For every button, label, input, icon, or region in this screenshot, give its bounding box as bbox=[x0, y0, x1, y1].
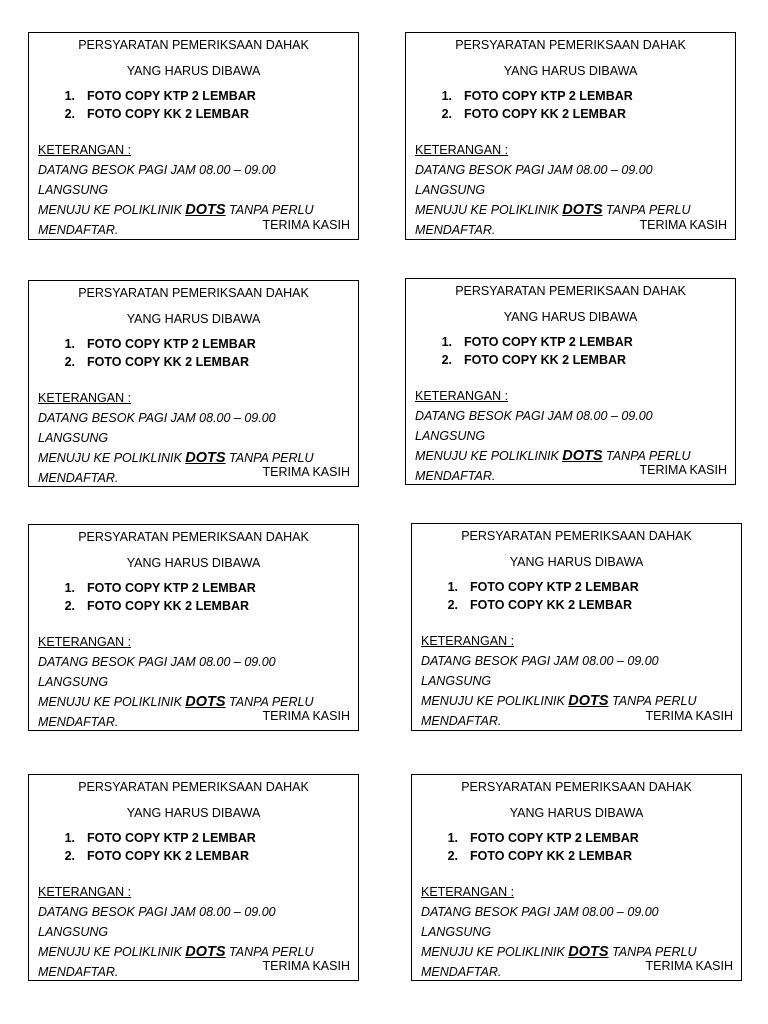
list-item-number: 1. bbox=[64, 581, 75, 595]
list-item bbox=[434, 580, 639, 598]
list-item-number: 1. bbox=[64, 831, 75, 845]
keterangan-line-1: DATANG BESOK PAGI JAM 08.00 – 09.00 LANGSUNG bbox=[38, 905, 276, 939]
list-item-number: 1. bbox=[447, 831, 458, 845]
keterangan-line-2-pre: MENUJU KE POLIKLINIK bbox=[421, 694, 569, 708]
keterangan-line-2-pre: MENUJU KE POLIKLINIK bbox=[415, 449, 563, 463]
card-title: PERSYARATAN PEMERIKSAAN DAHAK bbox=[455, 38, 686, 52]
list-item-text: FOTO COPY KTP 2 LEMBAR bbox=[470, 580, 639, 594]
thanks-text: TERIMA KASIH bbox=[262, 959, 350, 974]
list-item-text: FOTO COPY KK 2 LEMBAR bbox=[464, 107, 627, 121]
keterangan-label: KETERANGAN : bbox=[421, 885, 515, 899]
dots-emphasis: DOTS bbox=[185, 944, 226, 960]
thanks-text: TERIMA KASIH bbox=[262, 218, 350, 233]
card-subtitle: YANG HARUS DIBAWA bbox=[126, 312, 261, 326]
list-item bbox=[428, 335, 633, 353]
thanks-text: TERIMA KASIH bbox=[645, 959, 733, 974]
thanks-text: TERIMA KASIH bbox=[639, 463, 727, 478]
keterangan-line-3: MENDAFTAR. bbox=[415, 469, 496, 483]
list-item-text: FOTO COPY KTP 2 LEMBAR bbox=[87, 581, 256, 595]
list-item bbox=[51, 849, 256, 867]
keterangan-line-2-post: TANPA PERLU bbox=[608, 694, 697, 708]
dots-emphasis: DOTS bbox=[568, 944, 609, 960]
keterangan-line-2-post: TANPA PERLU bbox=[225, 451, 314, 465]
list-item bbox=[434, 598, 639, 616]
list-item-number: 2. bbox=[447, 849, 458, 863]
list-item bbox=[51, 355, 256, 373]
list-item bbox=[51, 89, 256, 107]
dots-emphasis: DOTS bbox=[562, 448, 603, 464]
card-title: PERSYARATAN PEMERIKSAAN DAHAK bbox=[78, 780, 309, 794]
list-item-number: 2. bbox=[447, 598, 458, 612]
requirements-list bbox=[434, 831, 639, 867]
list-item bbox=[51, 107, 256, 125]
list-item bbox=[434, 849, 639, 867]
card-subtitle: YANG HARUS DIBAWA bbox=[503, 64, 638, 78]
keterangan-line-3: MENDAFTAR. bbox=[38, 965, 119, 979]
keterangan-line-2-post: TANPA PERLU bbox=[225, 203, 314, 217]
keterangan-line-1: DATANG BESOK PAGI JAM 08.00 – 09.00 LANGSUNG bbox=[415, 163, 653, 197]
keterangan-label: KETERANGAN : bbox=[415, 389, 509, 403]
list-item-number: 2. bbox=[64, 599, 75, 613]
list-item-number: 1. bbox=[447, 580, 458, 594]
dots-emphasis: DOTS bbox=[568, 693, 609, 709]
keterangan-line-2-pre: MENUJU KE POLIKLINIK bbox=[38, 451, 186, 465]
list-item-text: FOTO COPY KK 2 LEMBAR bbox=[87, 849, 250, 863]
keterangan-line-3: MENDAFTAR. bbox=[38, 223, 119, 237]
list-item-text: FOTO COPY KK 2 LEMBAR bbox=[87, 599, 250, 613]
card-3 bbox=[28, 280, 359, 487]
keterangan-line-2-pre: MENUJU KE POLIKLINIK bbox=[38, 695, 186, 709]
list-item bbox=[51, 337, 256, 355]
keterangan-line-2-post: TANPA PERLU bbox=[608, 945, 697, 959]
keterangan-line-2-pre: MENUJU KE POLIKLINIK bbox=[421, 945, 569, 959]
list-item-text: FOTO COPY KTP 2 LEMBAR bbox=[87, 89, 256, 103]
card-subtitle: YANG HARUS DIBAWA bbox=[126, 64, 261, 78]
requirements-list bbox=[51, 337, 256, 373]
keterangan-line-2-pre: MENUJU KE POLIKLINIK bbox=[415, 203, 563, 217]
card-title: PERSYARATAN PEMERIKSAAN DAHAK bbox=[78, 530, 309, 544]
list-item bbox=[428, 107, 633, 125]
list-item-number: 1. bbox=[64, 89, 75, 103]
card-6 bbox=[411, 523, 742, 731]
requirements-list bbox=[51, 581, 256, 617]
dots-emphasis: DOTS bbox=[562, 202, 603, 218]
list-item-number: 1. bbox=[441, 89, 452, 103]
list-item-text: FOTO COPY KTP 2 LEMBAR bbox=[87, 337, 256, 351]
card-2 bbox=[405, 32, 736, 240]
card-5 bbox=[28, 524, 359, 731]
list-item bbox=[51, 599, 256, 617]
card-7 bbox=[28, 774, 359, 981]
requirements-list bbox=[51, 89, 256, 125]
card-title: PERSYARATAN PEMERIKSAAN DAHAK bbox=[461, 529, 692, 543]
list-item-text: FOTO COPY KK 2 LEMBAR bbox=[87, 355, 250, 369]
requirements-list bbox=[428, 89, 633, 125]
thanks-text: TERIMA KASIH bbox=[262, 709, 350, 724]
list-item-number: 1. bbox=[64, 337, 75, 351]
list-item-number: 2. bbox=[64, 107, 75, 121]
keterangan-label: KETERANGAN : bbox=[38, 885, 132, 899]
keterangan-label: KETERANGAN : bbox=[38, 635, 132, 649]
list-item-number: 2. bbox=[64, 849, 75, 863]
keterangan-line-2-post: TANPA PERLU bbox=[602, 449, 691, 463]
card-title: PERSYARATAN PEMERIKSAAN DAHAK bbox=[78, 38, 309, 52]
list-item bbox=[51, 831, 256, 849]
requirements-list bbox=[428, 335, 633, 371]
list-item-text: FOTO COPY KTP 2 LEMBAR bbox=[87, 831, 256, 845]
card-subtitle: YANG HARUS DIBAWA bbox=[509, 806, 644, 820]
thanks-text: TERIMA KASIH bbox=[639, 218, 727, 233]
card-title: PERSYARATAN PEMERIKSAAN DAHAK bbox=[78, 286, 309, 300]
keterangan-line-3: MENDAFTAR. bbox=[421, 965, 502, 979]
card-subtitle: YANG HARUS DIBAWA bbox=[503, 310, 638, 324]
list-item-text: FOTO COPY KK 2 LEMBAR bbox=[470, 849, 633, 863]
list-item-text: FOTO COPY KK 2 LEMBAR bbox=[87, 107, 250, 121]
keterangan-line-2-post: TANPA PERLU bbox=[225, 945, 314, 959]
requirements-list bbox=[434, 580, 639, 616]
keterangan-line-3: MENDAFTAR. bbox=[415, 223, 496, 237]
keterangan-line-1: DATANG BESOK PAGI JAM 08.00 – 09.00 LANGSUNG bbox=[415, 409, 653, 443]
keterangan-label: KETERANGAN : bbox=[38, 143, 132, 157]
list-item-number: 1. bbox=[441, 335, 452, 349]
card-8 bbox=[411, 774, 742, 981]
list-item-text: FOTO COPY KTP 2 LEMBAR bbox=[464, 335, 633, 349]
card-4 bbox=[405, 278, 736, 485]
list-item bbox=[428, 89, 633, 107]
keterangan-line-1: DATANG BESOK PAGI JAM 08.00 – 09.00 LANGSUNG bbox=[421, 654, 659, 688]
keterangan-line-2-post: TANPA PERLU bbox=[225, 695, 314, 709]
dots-emphasis: DOTS bbox=[185, 450, 226, 466]
list-item-number: 2. bbox=[441, 353, 452, 367]
list-item-text: FOTO COPY KK 2 LEMBAR bbox=[470, 598, 633, 612]
keterangan-line-3: MENDAFTAR. bbox=[38, 715, 119, 729]
keterangan-line-1: DATANG BESOK PAGI JAM 08.00 – 09.00 LANGSUNG bbox=[38, 163, 276, 197]
card-subtitle: YANG HARUS DIBAWA bbox=[509, 555, 644, 569]
list-item-text: FOTO COPY KK 2 LEMBAR bbox=[464, 353, 627, 367]
dots-emphasis: DOTS bbox=[185, 694, 226, 710]
thanks-text: TERIMA KASIH bbox=[262, 465, 350, 480]
keterangan-line-3: MENDAFTAR. bbox=[38, 471, 119, 485]
list-item-text: FOTO COPY KTP 2 LEMBAR bbox=[464, 89, 633, 103]
list-item bbox=[428, 353, 633, 371]
dots-emphasis: DOTS bbox=[185, 202, 226, 218]
list-item bbox=[51, 581, 256, 599]
keterangan-label: KETERANGAN : bbox=[421, 634, 515, 648]
card-title: PERSYARATAN PEMERIKSAAN DAHAK bbox=[461, 780, 692, 794]
list-item-number: 2. bbox=[64, 355, 75, 369]
requirements-list bbox=[51, 831, 256, 867]
card-subtitle: YANG HARUS DIBAWA bbox=[126, 806, 261, 820]
keterangan-line-2-post: TANPA PERLU bbox=[602, 203, 691, 217]
card-title: PERSYARATAN PEMERIKSAAN DAHAK bbox=[455, 284, 686, 298]
thanks-text: TERIMA KASIH bbox=[645, 709, 733, 724]
list-item bbox=[434, 831, 639, 849]
keterangan-line-2-pre: MENUJU KE POLIKLINIK bbox=[38, 945, 186, 959]
list-item-number: 2. bbox=[441, 107, 452, 121]
card-subtitle: YANG HARUS DIBAWA bbox=[126, 556, 261, 570]
keterangan-line-1: DATANG BESOK PAGI JAM 08.00 – 09.00 LANGSUNG bbox=[38, 655, 276, 689]
keterangan-label: KETERANGAN : bbox=[415, 143, 509, 157]
card-1 bbox=[28, 32, 359, 240]
keterangan-label: KETERANGAN : bbox=[38, 391, 132, 405]
keterangan-line-3: MENDAFTAR. bbox=[421, 714, 502, 728]
keterangan-line-1: DATANG BESOK PAGI JAM 08.00 – 09.00 LANGSUNG bbox=[38, 411, 276, 445]
keterangan-line-1: DATANG BESOK PAGI JAM 08.00 – 09.00 LANGSUNG bbox=[421, 905, 659, 939]
list-item-text: FOTO COPY KTP 2 LEMBAR bbox=[470, 831, 639, 845]
keterangan-line-2-pre: MENUJU KE POLIKLINIK bbox=[38, 203, 186, 217]
